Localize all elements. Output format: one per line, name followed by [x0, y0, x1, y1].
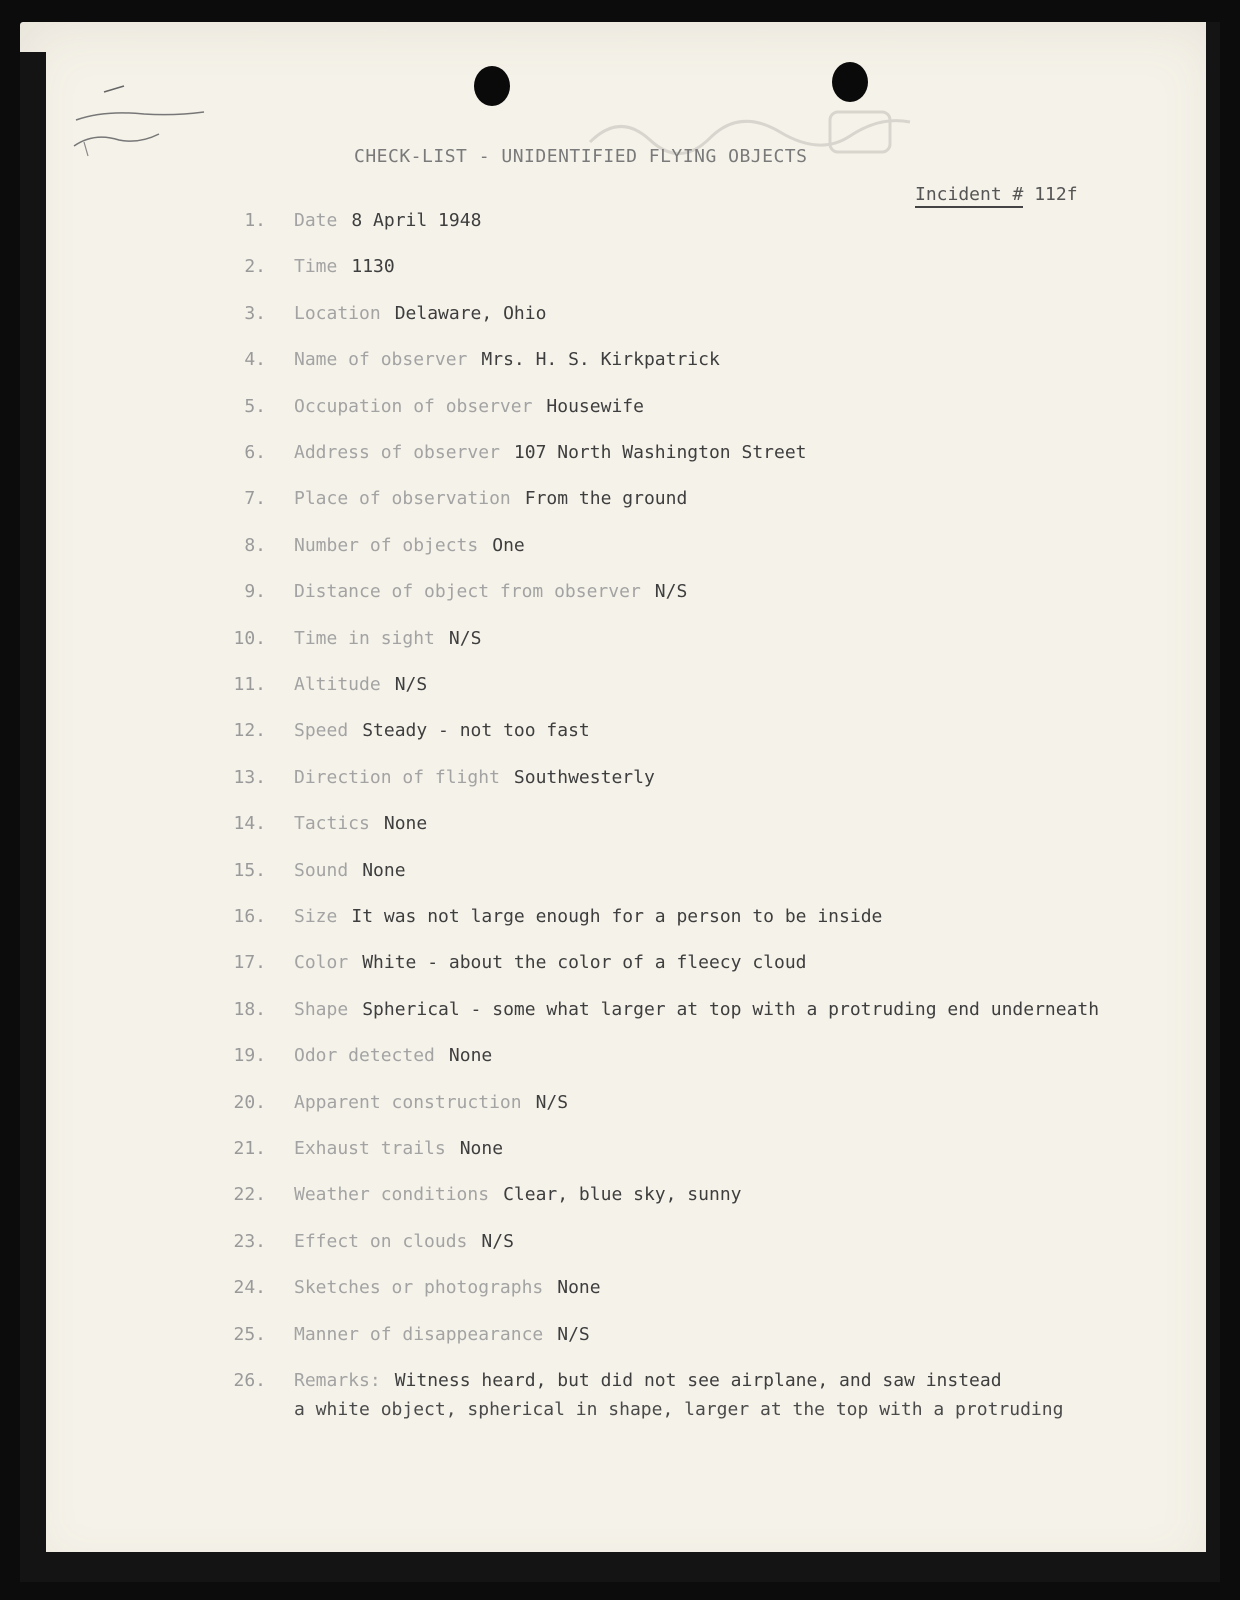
- item-label: Direction of flight: [294, 766, 500, 788]
- checklist-item: [210, 349, 720, 373]
- checklist-item: [210, 720, 590, 744]
- item-label: Color: [294, 952, 349, 974]
- item-value: N/S: [535, 1091, 569, 1113]
- item-label: Shape: [294, 998, 349, 1020]
- item-number: 14.: [233, 813, 266, 835]
- item-number: 20.: [233, 1091, 266, 1113]
- checklist-item: [210, 999, 1099, 1023]
- checklist-item: [210, 952, 807, 976]
- item-number: 15.: [233, 859, 266, 881]
- item-value: N/S: [448, 627, 482, 649]
- checklist-item: [210, 1045, 492, 1069]
- item-number: 18.: [233, 998, 266, 1020]
- item-label: Speed: [294, 720, 349, 742]
- item-number: 10.: [233, 627, 266, 649]
- incident-value: 112f: [1034, 184, 1078, 205]
- item-value: 8 April 1948: [351, 210, 482, 231]
- item-number: 8.: [244, 534, 266, 556]
- item-value: Delaware, Ohio: [394, 302, 547, 324]
- punch-hole-right: [832, 62, 868, 102]
- incident-number: [915, 184, 1078, 205]
- item-number: 26.: [233, 1370, 266, 1391]
- checklist-item: [210, 396, 644, 420]
- incident-label: Incident #: [915, 184, 1023, 208]
- item-label: Address of observer: [294, 442, 500, 463]
- item-number: 9.: [244, 581, 266, 603]
- item-label: Sketches or photographs: [294, 1277, 544, 1299]
- item-number: 11.: [233, 674, 266, 695]
- scan-border-right: [1206, 22, 1220, 1582]
- checklist-item: [210, 303, 546, 327]
- item-number: 7.: [244, 488, 266, 510]
- checklist-item: [210, 1138, 503, 1162]
- item-number: 2.: [244, 256, 266, 278]
- checklist-item: [210, 906, 882, 930]
- checklist-item: [210, 256, 395, 280]
- item-label: Location: [294, 302, 381, 324]
- item-label: Place of observation: [294, 488, 511, 510]
- checklist-item: [210, 628, 481, 652]
- item-value: Mrs. H. S. Kirkpatrick: [481, 349, 720, 371]
- scan-border-left: [20, 52, 46, 1582]
- item-label: Manner of disappearance: [294, 1323, 544, 1345]
- item-label: Effect on clouds: [294, 1230, 468, 1252]
- item-label: Apparent construction: [294, 1091, 522, 1113]
- checklist-item: [210, 488, 687, 512]
- remarks-line-2: a white object, spherical in shape, larger at the top with a protruding: [294, 1399, 1064, 1420]
- checklist-item: [210, 581, 687, 605]
- item-number: 24.: [233, 1277, 266, 1299]
- item-value: 107 North Washington Street: [513, 442, 807, 463]
- item-value: None: [448, 1045, 493, 1067]
- item-number: 19.: [233, 1045, 266, 1067]
- item-value: N/S: [654, 581, 688, 603]
- checklist-item: [210, 210, 481, 234]
- item-number: 13.: [233, 766, 266, 788]
- document-title: CHECK-LIST - UNIDENTIFIED FLYING OBJECTS: [354, 146, 808, 167]
- item-value: N/S: [481, 1230, 514, 1252]
- pencil-scribble-mark: [64, 72, 224, 162]
- paper-sheet: [20, 22, 1220, 1582]
- item-number: 23.: [233, 1230, 266, 1252]
- item-value: Spherical - some what larger at top with a protruding end underneath: [362, 998, 1100, 1020]
- remarks-item: [210, 1370, 1064, 1420]
- item-value: Housewife: [546, 395, 644, 417]
- checklist-item: [210, 535, 525, 559]
- item-value: None: [362, 859, 406, 881]
- item-number: 25.: [233, 1323, 266, 1345]
- item-number: 16.: [233, 906, 266, 927]
- item-value: None: [383, 813, 428, 835]
- item-value: Southwesterly: [513, 766, 655, 788]
- item-label: Time in sight: [294, 627, 435, 649]
- item-number: 22.: [233, 1184, 266, 1206]
- item-value: From the ground: [524, 488, 688, 510]
- item-value: None: [459, 1138, 504, 1159]
- checklist-item: [210, 674, 427, 698]
- punch-hole-left: [474, 66, 510, 106]
- item-label: Time: [294, 256, 338, 278]
- item-number: 1.: [244, 210, 266, 231]
- item-label: Odor detected: [294, 1045, 435, 1067]
- item-label: Exhaust trails: [294, 1138, 446, 1159]
- remarks-label: Remarks:: [294, 1370, 381, 1391]
- item-number: 4.: [244, 349, 266, 371]
- item-value: Steady - not too fast: [362, 720, 590, 742]
- item-number: 6.: [244, 442, 266, 463]
- item-value: N/S: [557, 1323, 590, 1345]
- item-number: 3.: [244, 302, 266, 324]
- item-label: Size: [294, 906, 338, 927]
- item-label: Number of objects: [294, 534, 479, 556]
- checklist-item: [210, 767, 655, 791]
- item-number: 12.: [233, 720, 266, 742]
- checklist-item: [210, 1324, 590, 1348]
- item-label: Altitude: [294, 674, 381, 695]
- checklist-item: [210, 442, 807, 466]
- checklist-item: [210, 1277, 601, 1301]
- item-number: 17.: [233, 952, 266, 974]
- item-value: 1130: [351, 256, 395, 278]
- item-number: 21.: [233, 1138, 266, 1159]
- checklist-item: [210, 1184, 742, 1208]
- item-value: It was not large enough for a person to be inside: [351, 906, 883, 927]
- checklist-item: [210, 1092, 568, 1116]
- item-label: Sound: [294, 859, 349, 881]
- item-label: Distance of object from observer: [294, 581, 641, 603]
- item-value: White - about the color of a fleecy cloud: [362, 952, 807, 974]
- checklist-item: [210, 1231, 514, 1255]
- item-label: Tactics: [294, 813, 370, 835]
- checklist-item: [210, 813, 427, 837]
- scan-border-bottom: [20, 1552, 1220, 1582]
- checklist-item: [210, 860, 406, 884]
- remarks-line-1: Witness heard, but did not see airplane, and saw instead: [394, 1370, 1002, 1391]
- item-label: Occupation of observer: [294, 395, 533, 417]
- item-label: Date: [294, 210, 338, 231]
- item-value: One: [492, 534, 525, 556]
- item-number: 5.: [244, 395, 266, 417]
- item-label: Weather conditions: [294, 1184, 490, 1206]
- item-value: N/S: [394, 674, 428, 695]
- item-label: Name of observer: [294, 349, 468, 371]
- item-value: Clear, blue sky, sunny: [503, 1184, 742, 1206]
- item-value: None: [557, 1277, 601, 1299]
